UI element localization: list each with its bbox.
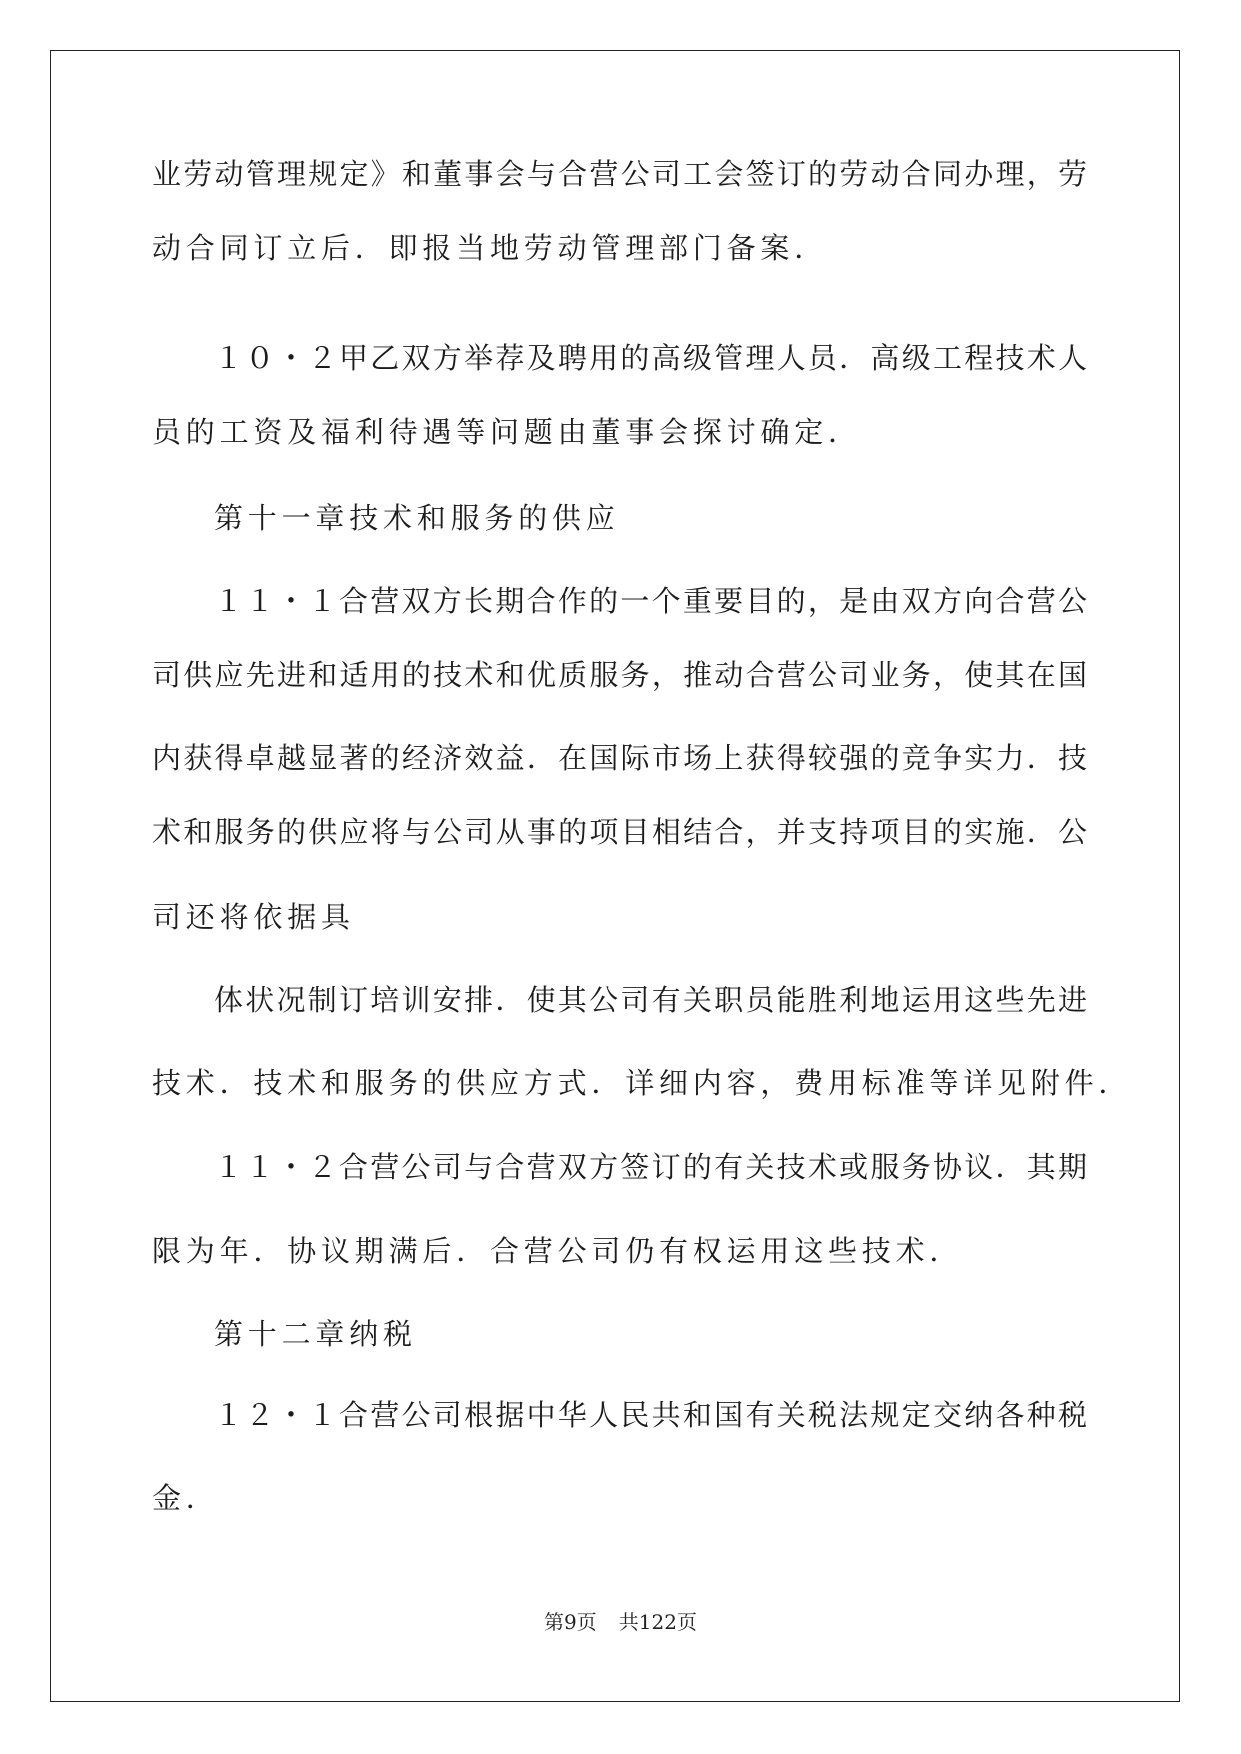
body-line: 动合同订立后．即报当地劳动管理部门备案．: [152, 231, 829, 265]
body-line: 业劳动管理规定》和董事会与合营公司工会签订的劳动合同办理，劳: [152, 157, 1087, 191]
chapter-heading: 第十一章技术和服务的供应: [214, 501, 620, 535]
body-line: 体状况制订培训安排．使其公司有关职员能胜利地运用这些先进: [214, 983, 1087, 1017]
page-number: 第9页: [544, 1610, 597, 1634]
chapter-heading: 第十二章纳税: [214, 1317, 417, 1351]
body-line: 限为年．协议期满后．合营公司仍有权运用这些技术．: [152, 1234, 964, 1268]
page-footer: [0, 1610, 1241, 1634]
body-line: １１・２合营公司与合营双方签订的有关技术或服务协议．其期: [214, 1150, 1087, 1184]
body-line: 司还将依据具: [152, 900, 355, 934]
page-border: [50, 50, 1180, 1702]
body-line: 司供应先进和适用的技术和优质服务，推动合营公司业务，使其在国: [152, 658, 1087, 692]
body-line: １０・２甲乙双方举荐及聘用的高级管理人员．高级工程技术人: [214, 341, 1087, 375]
body-line: 技术．技术和服务的供应方式．详细内容，费用标准等详见附件．: [152, 1066, 1133, 1100]
body-line: １２・１合营公司根据中华人民共和国有关税法规定交纳各种税: [214, 1398, 1087, 1432]
body-line: 内获得卓越显著的经济效益．在国际市场上获得较强的竞争实力．技: [152, 741, 1087, 775]
body-line: １１・１合营双方长期合作的一个重要目的，是由双方向合营公: [214, 584, 1087, 618]
body-line: 术和服务的供应将与公司从事的项目相结合，并支持项目的实施．公: [152, 815, 1087, 849]
body-line: 员的工资及福利待遇等问题由董事会探讨确定．: [152, 415, 862, 449]
body-line: 金．: [152, 1481, 220, 1515]
page-total: 共122页: [618, 1610, 697, 1634]
